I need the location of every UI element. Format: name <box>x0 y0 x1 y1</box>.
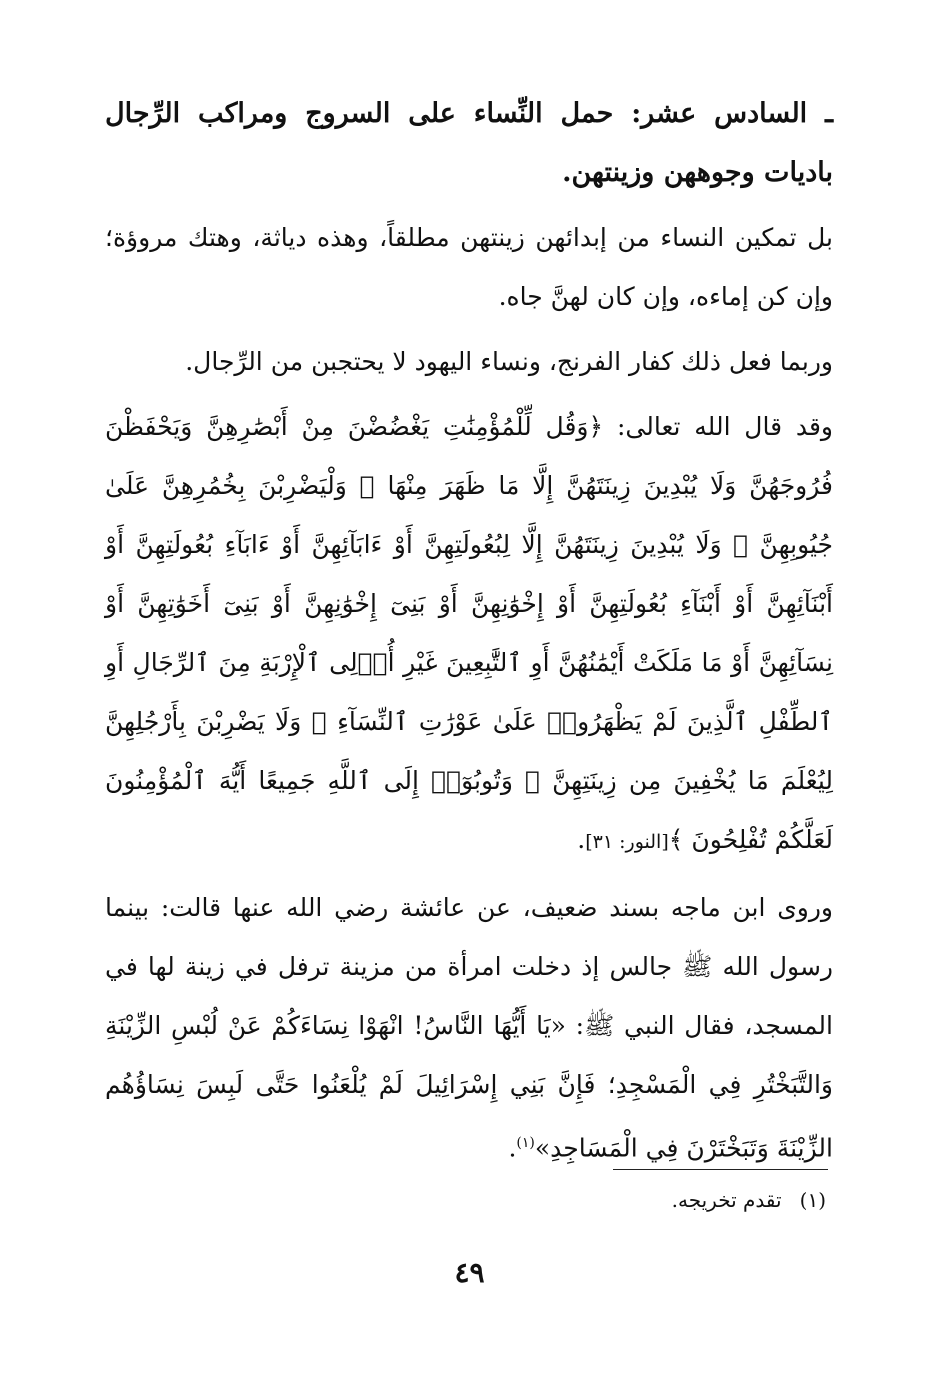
footnote-number: (١) <box>799 1188 826 1212</box>
footnote-reference: (١) <box>516 1135 535 1151</box>
footnote <box>672 1188 826 1212</box>
paragraph-2: وربما فعل ذلك كفار الفرنج، ونساء اليهود لا يحتجبن من الرِّجال. <box>185 347 833 376</box>
quran-end-punct: . <box>577 825 586 854</box>
section-heading: ـ السادس عشر: حمل النِّساء على السروج ومراكب الرِّجال باديات وجوههن وزينتهن. <box>105 98 833 188</box>
footnote-divider <box>613 1169 828 1170</box>
quran-reference: [النور: ٣١] <box>585 831 669 853</box>
page-number: ٤٩ <box>454 1256 485 1289</box>
page-body <box>105 84 833 1177</box>
paragraph-1: بل تمكين النساء من إبدائهن زينتهن مطلقاً، وهذه دياثة، وهتك مروؤة؛ وإن كن إماءه، وإن كان لهنَّ جاه. <box>105 223 833 311</box>
footnote-text: تقدم تخريجه. <box>671 1188 782 1212</box>
quran-open-bracket: ﴿ <box>588 412 604 441</box>
quran-close-bracket: ﴾ <box>668 825 684 854</box>
hadith-paragraph <box>105 878 833 1177</box>
hadith-end-punct: . <box>508 1133 517 1163</box>
quran-ayah: وَقُل لِّلْمُؤْمِنَٰتِ يَغْضُضْنَ مِنْ أَبْصَٰرِهِنَّ وَيَحْفَظْنَ فُرُوجَهُنَّ وَلَا يُبْدِينَ زِينَتَهُنَّ إِلَّا مَا ظَهَرَ مِنْهَا ۖ وَلْيَضْرِبْنَ بِخُمُرِهِنَّ عَلَىٰ جُيُوبِهِنَّ ۖ وَلَا يُبْدِينَ زِينَتَهُنَّ إِلَّا لِبُعُولَتِهِنَّ أَوْ ءَابَآئِهِنَّ أَوْ ءَابَآءِ بُعُولَتِهِنَّ أَوْ أَبْنَآئِهِنَّ أَوْ أَبْنَآءِ بُعُولَتِهِنَّ أَوْ إِخْوَٰنِهِنَّ أَوْ بَنِىٓ إِخْوَٰنِهِنَّ أَوْ بَنِىٓ أَخَوَٰتِهِنَّ أَوْ نِسَآئِهِنَّ أَوْ مَا مَلَكَتْ أَيْمَٰنُهُنَّ أَوِ ٱلتَّٰبِعِينَ غَيْرِ أُو۟لِى ٱلْإِرْبَةِ مِنَ ٱلرِّجَالِ أَوِ ٱلطِّفْلِ ٱلَّذِينَ لَمْ يَظْهَرُوا۟ عَلَىٰ عَوْرَٰتِ ٱلنِّسَآءِ ۖ وَلَا يَضْرِبْنَ بِأَرْجُلِهِنَّ لِيُعْلَمَ مَا يُخْفِينَ مِن زِينَتِهِنَّ ۚ وَتُوبُوٓا۟ إِلَى ٱللَّهِ جَمِيعًا أَيُّهَ ٱلْمُؤْمِنُونَ لَعَلَّكُمْ تُفْلِحُونَ <box>105 412 833 854</box>
hadith-text: وروى ابن ماجه بسند ضعيف، عن عائشة رضي الله عنها قالت: بينما رسول الله ﷺ جالس إذ دخلت امرأة من مزينة ترفل في زينة لها في المسجد، فقال النبي ﷺ: «يَا أَيُّهَا النَّاسُ! انْهَوْا نِسَاءَكُمْ عَنْ لُبْسِ الزِّيْنَةِ وَالتَّبَخْتُرِ فِي الْمَسْجِدِ؛ فَإِنَّ بَنِي إِسْرَائِيلَ لَمْ يُلْعَنُوا حَتَّى لَبِسَ نِسَاؤُهُم الزِّيْنَةَ وَتَبَخْتَرْنَ فِي الْمَسَاجِدِ» <box>105 893 833 1163</box>
quran-intro: وقد قال الله تعالى: <box>616 412 833 441</box>
quran-paragraph <box>105 397 833 872</box>
